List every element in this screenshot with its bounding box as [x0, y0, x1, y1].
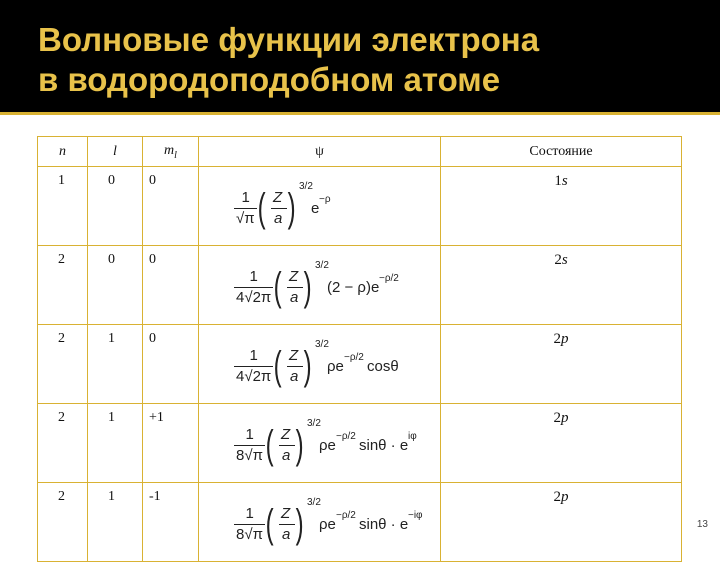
left-paren: ( [265, 423, 274, 467]
formula-tail: ρe [319, 437, 336, 454]
cell-psi [199, 167, 441, 246]
formula-tail: ρe [319, 516, 336, 533]
cell-psi [199, 404, 441, 483]
tail-exponent: −ρ/2 [344, 352, 364, 363]
cell-n: 2 [38, 483, 88, 562]
z-numerator: Z [289, 347, 299, 364]
power-label: 3/2 [315, 260, 329, 271]
cell-psi [199, 483, 441, 562]
state-letter: s [561, 173, 568, 189]
coef-fraction-line [234, 287, 273, 288]
coef-denominator: 4√2π [236, 368, 272, 385]
formula-trail: sinθ · e [359, 437, 409, 454]
header-l: l [88, 137, 143, 167]
header-m-sub: l [174, 149, 177, 161]
right-paren: ) [295, 502, 304, 546]
left-paren: ( [257, 186, 266, 230]
a-denominator: a [290, 368, 299, 385]
z-fraction-line [279, 445, 295, 446]
right-paren: ) [303, 344, 312, 388]
state-letter: p [561, 331, 569, 347]
state-number: 2 [553, 410, 561, 426]
a-denominator: a [282, 526, 291, 543]
table-row [38, 483, 682, 562]
cell-m: 0 [143, 325, 199, 404]
cell-state [441, 404, 682, 483]
psi-formula [200, 252, 439, 312]
tail-exponent: −ρ/2 [379, 273, 399, 284]
tail-exponent: −ρ [319, 194, 331, 205]
coef-numerator: 1 [249, 347, 258, 364]
psi-formula [200, 173, 439, 233]
formula-tail: e [311, 200, 320, 217]
cell-n: 2 [38, 404, 88, 483]
formula-trail: sinθ · e [359, 516, 409, 533]
cell-m: 0 [143, 246, 199, 325]
power-label: 3/2 [307, 418, 321, 429]
coef-numerator: 1 [241, 189, 250, 206]
coef-fraction-line [234, 445, 265, 446]
a-denominator: a [290, 289, 299, 306]
cell-n: 1 [38, 167, 88, 246]
cell-state [441, 167, 682, 246]
cell-l: 1 [88, 404, 143, 483]
coef-fraction-line [234, 366, 273, 367]
z-fraction-line [271, 208, 287, 209]
cell-l: 0 [88, 167, 143, 246]
table-row [38, 325, 682, 404]
header-n: n [38, 137, 88, 167]
state-number: 2 [553, 331, 561, 347]
state-letter: s [561, 252, 568, 268]
trail-exponent: −iφ [408, 510, 423, 521]
cell-state [441, 483, 682, 562]
coef-denominator: 8√π [236, 447, 263, 464]
coef-numerator: 1 [245, 505, 254, 522]
cell-m: -1 [143, 483, 199, 562]
title-line-1: Волновые функции электрона [38, 21, 540, 58]
cell-psi [199, 325, 441, 404]
power-label: 3/2 [315, 339, 329, 350]
coef-fraction-line [234, 524, 265, 525]
psi-formula [200, 331, 439, 391]
left-paren: ( [273, 344, 282, 388]
cell-m: +1 [143, 404, 199, 483]
power-label: 3/2 [307, 497, 321, 508]
z-numerator: Z [273, 189, 283, 206]
cell-m: 0 [143, 167, 199, 246]
header-state: Состояние [441, 137, 682, 167]
tail-exponent: −ρ/2 [336, 431, 356, 442]
wavefunction-table [37, 136, 682, 562]
z-numerator: Z [281, 505, 291, 522]
table-row [38, 404, 682, 483]
cell-n: 2 [38, 246, 88, 325]
table-row [38, 167, 682, 246]
coef-denominator: 4√2π [236, 289, 272, 306]
a-denominator: a [282, 447, 291, 464]
right-paren: ) [303, 265, 312, 309]
cell-psi [199, 246, 441, 325]
state-letter: p [561, 489, 569, 505]
left-paren: ( [273, 265, 282, 309]
coef-fraction-line [234, 208, 257, 209]
z-numerator: Z [289, 268, 299, 285]
cell-state [441, 325, 682, 404]
header-psi: ψ [199, 137, 441, 167]
state-number: 1 [554, 173, 562, 189]
cell-n: 2 [38, 325, 88, 404]
z-fraction-line [287, 366, 303, 367]
trail-exponent: iφ [408, 431, 417, 442]
cell-l: 1 [88, 325, 143, 404]
z-numerator: Z [281, 426, 291, 443]
header-row [38, 137, 682, 167]
power-label: 3/2 [299, 181, 313, 192]
header-m-main: m [164, 142, 175, 158]
formula-tail: (2 − ρ)e [327, 279, 380, 296]
a-denominator: a [274, 210, 283, 227]
coef-numerator: 1 [249, 268, 258, 285]
cell-l: 0 [88, 246, 143, 325]
slide-title [38, 20, 539, 100]
z-fraction-line [287, 287, 303, 288]
right-paren: ) [287, 186, 296, 230]
cell-l: 1 [88, 483, 143, 562]
cell-state [441, 246, 682, 325]
right-paren: ) [295, 423, 304, 467]
psi-formula [200, 489, 439, 549]
left-paren: ( [265, 502, 274, 546]
state-letter: p [561, 410, 569, 426]
coef-numerator: 1 [245, 426, 254, 443]
state-number: 2 [554, 252, 562, 268]
coef-denominator: 8√π [236, 526, 263, 543]
header-m [143, 137, 199, 167]
table-row [38, 246, 682, 325]
tail-exponent: −ρ/2 [336, 510, 356, 521]
formula-trail: cosθ [367, 358, 399, 375]
z-fraction-line [279, 524, 295, 525]
title-line-2: в водородоподобном атоме [38, 61, 501, 98]
psi-formula [200, 410, 439, 470]
state-number: 2 [553, 489, 561, 505]
formula-tail: ρe [327, 358, 344, 375]
coef-denominator: √π [236, 210, 255, 227]
page-number: 13 [696, 519, 708, 530]
title-bar [0, 0, 720, 115]
